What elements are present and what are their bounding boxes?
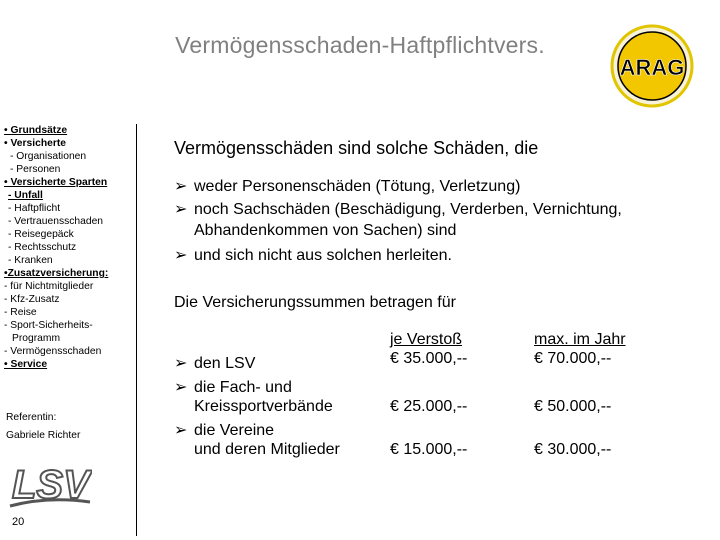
nav-item-grundsaetze[interactable]: • Grundsätze bbox=[4, 125, 68, 136]
arrow-bullet-icon: ➢ bbox=[174, 379, 188, 396]
bullet-item: ➢ und sich nicht aus solchen herleiten. bbox=[174, 247, 452, 264]
nav-item-programm: Programm bbox=[12, 333, 61, 344]
row-value-1: € 25.000,-- bbox=[390, 398, 468, 415]
col-header-max-jahr: max. im Jahr bbox=[534, 331, 626, 348]
nav-item-reisegepaeck: - Reisegepäck bbox=[8, 229, 74, 240]
nav-item-organisationen: - Organisationen bbox=[10, 151, 87, 162]
row-label-continuation: und deren Mitglieder bbox=[194, 441, 340, 458]
page-number: 20 bbox=[12, 516, 25, 528]
nav-item-vermoegensschaden: - Vermögensschaden bbox=[4, 346, 102, 357]
row-label: ➢ den LSV bbox=[174, 355, 256, 372]
arrow-bullet-icon: ➢ bbox=[174, 201, 188, 218]
arrow-bullet-icon: ➢ bbox=[174, 355, 188, 372]
col-header-je-verstoss: je Verstoß bbox=[390, 331, 463, 348]
nav-item-service[interactable]: • Service bbox=[4, 359, 48, 370]
sidebar bbox=[0, 124, 137, 536]
referent-label: Referentin: bbox=[6, 412, 57, 423]
slide-title: Vermögensschaden-Haftpflichtvers. bbox=[175, 32, 545, 58]
arrow-bullet-icon: ➢ bbox=[174, 178, 188, 195]
sidebar-nav bbox=[4, 124, 134, 371]
lsv-logo-text: LSV bbox=[12, 463, 90, 507]
nav-item-versicherte: • Versicherte bbox=[4, 138, 66, 149]
row-value-1: € 35.000,-- bbox=[390, 350, 468, 367]
lsv-logo bbox=[8, 452, 92, 512]
nav-item-sport-sicherheits: - Sport-Sicherheits- bbox=[4, 320, 93, 331]
arrow-bullet-icon: ➢ bbox=[174, 422, 188, 439]
nav-item-rechtsschutz: - Rechtsschutz bbox=[8, 242, 77, 253]
row-value-1: € 15.000,-- bbox=[390, 441, 468, 458]
sums-intro: Die Versicherungssummen betragen für bbox=[174, 294, 456, 311]
arag-logo-text: ARAG bbox=[619, 55, 685, 80]
nav-item-personen: - Personen bbox=[10, 164, 61, 175]
row-value-2: € 50.000,-- bbox=[534, 398, 612, 415]
row-label: ➢ die Vereine bbox=[174, 422, 275, 439]
arag-logo bbox=[608, 22, 696, 110]
nav-item-vertrauensschaden: - Vertrauensschaden bbox=[8, 216, 104, 227]
nav-item-kranken: - Kranken bbox=[8, 255, 53, 266]
nav-item-haftpflicht: - Haftpflicht bbox=[8, 203, 61, 214]
intro-text: Vermögensschäden sind solche Schäden, die bbox=[174, 138, 539, 158]
nav-item-zusatzversicherung[interactable]: •Zusatzversicherung: bbox=[4, 268, 109, 279]
bullet-item: ➢ weder Personenschäden (Tötung, Verletzung) bbox=[174, 178, 521, 195]
slide-header bbox=[0, 0, 720, 112]
nav-item-unfall[interactable]: - Unfall bbox=[8, 190, 43, 201]
row-label-continuation: Kreissportverbände bbox=[194, 398, 333, 415]
row-label: ➢ die Fach- und bbox=[174, 379, 292, 396]
nav-item-kfz-zusatz: - Kfz-Zusatz bbox=[4, 294, 60, 305]
nav-item-reise: - Reise bbox=[4, 307, 37, 318]
nav-item-versicherte-sparten[interactable]: • Versicherte Sparten bbox=[4, 177, 108, 188]
bullet-item: ➢ noch Sachschäden (Beschädigung, Verderben, Vernichtung, bbox=[174, 201, 622, 218]
row-value-2: € 30.000,-- bbox=[534, 441, 612, 458]
nav-item-nichtmitglieder: - für Nichtmitglieder bbox=[4, 281, 94, 292]
referent-name: Gabriele Richter bbox=[6, 430, 81, 441]
row-value-2: € 70.000,-- bbox=[534, 350, 612, 367]
bullet-continuation: Abhandenkommen von Sachen) sind bbox=[194, 222, 457, 239]
arrow-bullet-icon: ➢ bbox=[174, 247, 188, 264]
